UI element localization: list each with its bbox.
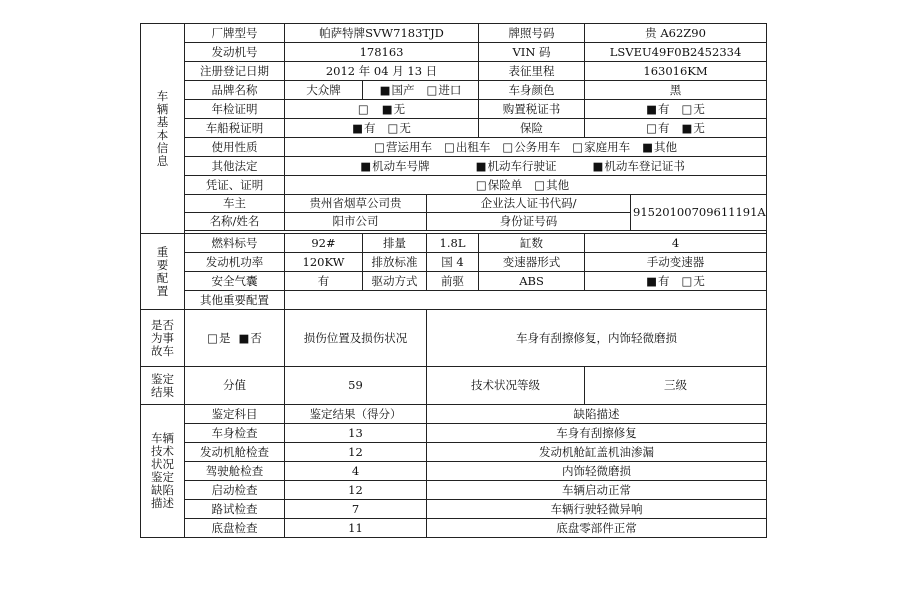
tech-defect: 车辆行驶轻微异响 <box>427 500 767 519</box>
option-purchase-tax-yes: 有 <box>658 101 670 116</box>
grade-value: 三级 <box>585 367 767 405</box>
option-plate-doc: 机动车号牌 <box>372 158 430 173</box>
tech-item: 底盘检查 <box>185 519 285 538</box>
drive-label: 驱动方式 <box>363 272 427 291</box>
checkbox-domestic: ■ <box>379 82 391 97</box>
other-config-label: 其他重要配置 <box>185 291 285 310</box>
tech-item: 启动检查 <box>185 481 285 500</box>
tech-item: 车身检查 <box>185 424 285 443</box>
checkbox-imported: □ <box>426 82 438 97</box>
section-result: 鉴定 结果 <box>141 367 185 405</box>
score-value: 59 <box>285 367 427 405</box>
option-purchase-tax-no: 无 <box>693 101 705 116</box>
owner-label-1: 车主 <box>185 195 285 213</box>
purchase-tax-label: 购置税证书 <box>479 100 585 119</box>
checkbox-purchase-tax-yes: ■ <box>646 101 658 116</box>
checkbox-accident-yes: □ <box>207 330 218 345</box>
checkbox-abs-yes: ■ <box>646 273 658 288</box>
cert-label-1: 企业法人证书代码/ <box>427 195 631 213</box>
tech-score: 11 <box>285 519 427 538</box>
origin-options <box>363 81 479 100</box>
option-usage-official: 公务用车 <box>514 139 561 154</box>
checkbox-plate-doc: ■ <box>360 158 372 173</box>
owner-value-1: 贵州省烟草公司贵 <box>285 195 427 213</box>
option-abs-yes: 有 <box>658 273 670 288</box>
section-accident: 是否 为事 故车 <box>141 310 185 367</box>
mileage-label: 表征里程 <box>479 62 585 81</box>
option-usage-other: 其他 <box>653 139 677 154</box>
brand-name-value: 大众牌 <box>285 81 363 100</box>
airbag-value: 有 <box>285 272 363 291</box>
tech-defect: 车辆启动正常 <box>427 481 767 500</box>
option-usage-commercial: 营运用车 <box>385 139 432 154</box>
checkbox-usage-other: ■ <box>642 139 653 154</box>
col-item-header: 鉴定科目 <box>185 405 285 424</box>
option-usage-taxi: 出租车 <box>455 139 491 154</box>
checkbox-usage-official: □ <box>502 139 514 154</box>
section-basic-info: 车 辆 基 本 信 息 <box>141 24 185 234</box>
table-row <box>141 462 767 481</box>
checkbox-other-doc: □ <box>534 177 546 192</box>
mileage-value: 163016KM <box>585 62 767 81</box>
tech-score: 13 <box>285 424 427 443</box>
option-accident-no: 否 <box>250 330 262 345</box>
cylinders-value: 4 <box>585 234 767 253</box>
checkbox-purchase-tax-no: □ <box>681 101 693 116</box>
tech-score: 12 <box>285 481 427 500</box>
plate-label: 牌照号码 <box>479 24 585 43</box>
reg-date-value: 2012 年 04 月 13 日 <box>285 62 479 81</box>
airbag-label: 安全气囊 <box>185 272 285 291</box>
color-value: 黑 <box>585 81 767 100</box>
brand-name-label: 品牌名称 <box>185 81 285 100</box>
emission-label: 排放标准 <box>363 253 427 272</box>
table-row <box>141 424 767 443</box>
gearbox-label: 变速器形式 <box>479 253 585 272</box>
option-other-doc: 其他 <box>546 177 570 192</box>
checkbox-abs-no: □ <box>681 273 693 288</box>
cylinders-label: 缸数 <box>479 234 585 253</box>
table-row <box>141 481 767 500</box>
inspection-label: 年检证明 <box>185 100 285 119</box>
insurance-label: 保险 <box>479 119 585 138</box>
power-label: 发动机功率 <box>185 253 285 272</box>
checkbox-usage-commercial: □ <box>374 139 385 154</box>
table-row <box>141 519 767 538</box>
damage-value: 车身有刮擦修复，内饰轻微磨损 <box>427 310 767 367</box>
checkbox-license-doc: ■ <box>475 158 487 173</box>
cert-value: 91520100709611191A <box>631 195 767 231</box>
option-imported: 进口 <box>438 82 462 97</box>
tech-defect: 发动机舱缸盖机油渗漏 <box>427 443 767 462</box>
checkbox-insurance-no: ■ <box>681 120 693 135</box>
checkbox-inspection-yes: □ <box>357 101 369 116</box>
power-value: 120KW <box>285 253 363 272</box>
emission-value: 国 4 <box>427 253 479 272</box>
option-insurance-no: 无 <box>693 120 705 135</box>
vin-value: LSVEU49F0B2452334 <box>585 43 767 62</box>
checkbox-inspection-no: ■ <box>381 101 393 116</box>
col-defect-header: 缺陷描述 <box>427 405 767 424</box>
insurance-options <box>585 119 767 138</box>
checkbox-vessel-tax-yes: ■ <box>352 120 364 135</box>
checkbox-accident-no: ■ <box>238 330 250 345</box>
purchase-tax-options <box>585 100 767 119</box>
abs-options <box>585 272 767 291</box>
tech-defect: 车身有刮擦修复 <box>427 424 767 443</box>
checkbox-vessel-tax-no: □ <box>387 120 399 135</box>
section-config: 重 要 配 置 <box>141 234 185 310</box>
accident-options <box>185 310 285 367</box>
engine-no-label: 发动机号 <box>185 43 285 62</box>
engine-no-value: 178163 <box>285 43 479 62</box>
damage-label: 损伤位置及损伤状况 <box>285 310 427 367</box>
color-label: 车身颜色 <box>479 81 585 100</box>
option-inspection-no: 无 <box>393 101 406 116</box>
checkbox-usage-taxi: □ <box>443 139 455 154</box>
option-insurance-yes: 有 <box>658 120 670 135</box>
option-usage-family: 家庭用车 <box>584 139 631 154</box>
brand-model-label: 厂牌型号 <box>185 24 285 43</box>
table-row <box>141 500 767 519</box>
vin-label: VIN 码 <box>479 43 585 62</box>
tech-score: 7 <box>285 500 427 519</box>
tech-defect: 内饰轻微磨损 <box>427 462 767 481</box>
gearbox-value: 手动变速器 <box>585 253 767 272</box>
option-vessel-tax-no: 无 <box>399 120 411 135</box>
other-docs-label-2: 凭证、证明 <box>185 176 285 195</box>
score-label: 分值 <box>185 367 285 405</box>
displacement-value: 1.8L <box>427 234 479 253</box>
other-docs-row-1 <box>285 157 767 176</box>
brand-model-value: 帕萨特牌SVW7183TJD <box>285 24 479 43</box>
vehicle-appraisal-table <box>140 23 767 538</box>
displacement-label: 排量 <box>363 234 427 253</box>
fuel-value: 92# <box>285 234 363 253</box>
other-config-value <box>285 291 767 310</box>
inspection-options <box>285 100 479 119</box>
grade-label: 技术状况等级 <box>427 367 585 405</box>
vessel-tax-options <box>285 119 479 138</box>
tech-score: 4 <box>285 462 427 481</box>
abs-label: ABS <box>479 272 585 291</box>
option-registration-doc: 机动车登记证书 <box>604 158 685 173</box>
owner-label-2: 名称/姓名 <box>185 213 285 231</box>
tech-item: 驾驶舱检查 <box>185 462 285 481</box>
checkbox-usage-family: □ <box>572 139 584 154</box>
tech-item: 路试检查 <box>185 500 285 519</box>
other-docs-label-1: 其他法定 <box>185 157 285 176</box>
checkbox-registration-doc: ■ <box>592 158 604 173</box>
cert-label-2: 身份证号码 <box>427 213 631 231</box>
usage-options <box>285 138 767 157</box>
owner-value-2: 阳市公司 <box>285 213 427 231</box>
drive-value: 前驱 <box>427 272 479 291</box>
option-abs-no: 无 <box>693 273 705 288</box>
checkbox-insurance-yes: □ <box>646 120 658 135</box>
tech-score: 12 <box>285 443 427 462</box>
option-domestic: 国产 <box>391 82 415 97</box>
fuel-label: 燃料标号 <box>185 234 285 253</box>
section-tech: 车辆 技术 状况 鉴定 缺陷 描述 <box>141 405 185 538</box>
plate-value: 贵 A62Z90 <box>585 24 767 43</box>
option-insurance-policy: 保险单 <box>487 177 523 192</box>
tech-item: 发动机舱检查 <box>185 443 285 462</box>
col-score-header: 鉴定结果（得分） <box>285 405 427 424</box>
vessel-tax-label: 车船税证明 <box>185 119 285 138</box>
table-row <box>141 443 767 462</box>
option-vessel-tax-yes: 有 <box>364 120 376 135</box>
option-license-doc: 机动车行驶证 <box>487 158 557 173</box>
option-accident-yes: 是 <box>219 330 231 345</box>
other-docs-row-2 <box>285 176 767 195</box>
checkbox-insurance-policy: □ <box>475 177 487 192</box>
reg-date-label: 注册登记日期 <box>185 62 285 81</box>
tech-defect: 底盘零部件正常 <box>427 519 767 538</box>
usage-label: 使用性质 <box>185 138 285 157</box>
